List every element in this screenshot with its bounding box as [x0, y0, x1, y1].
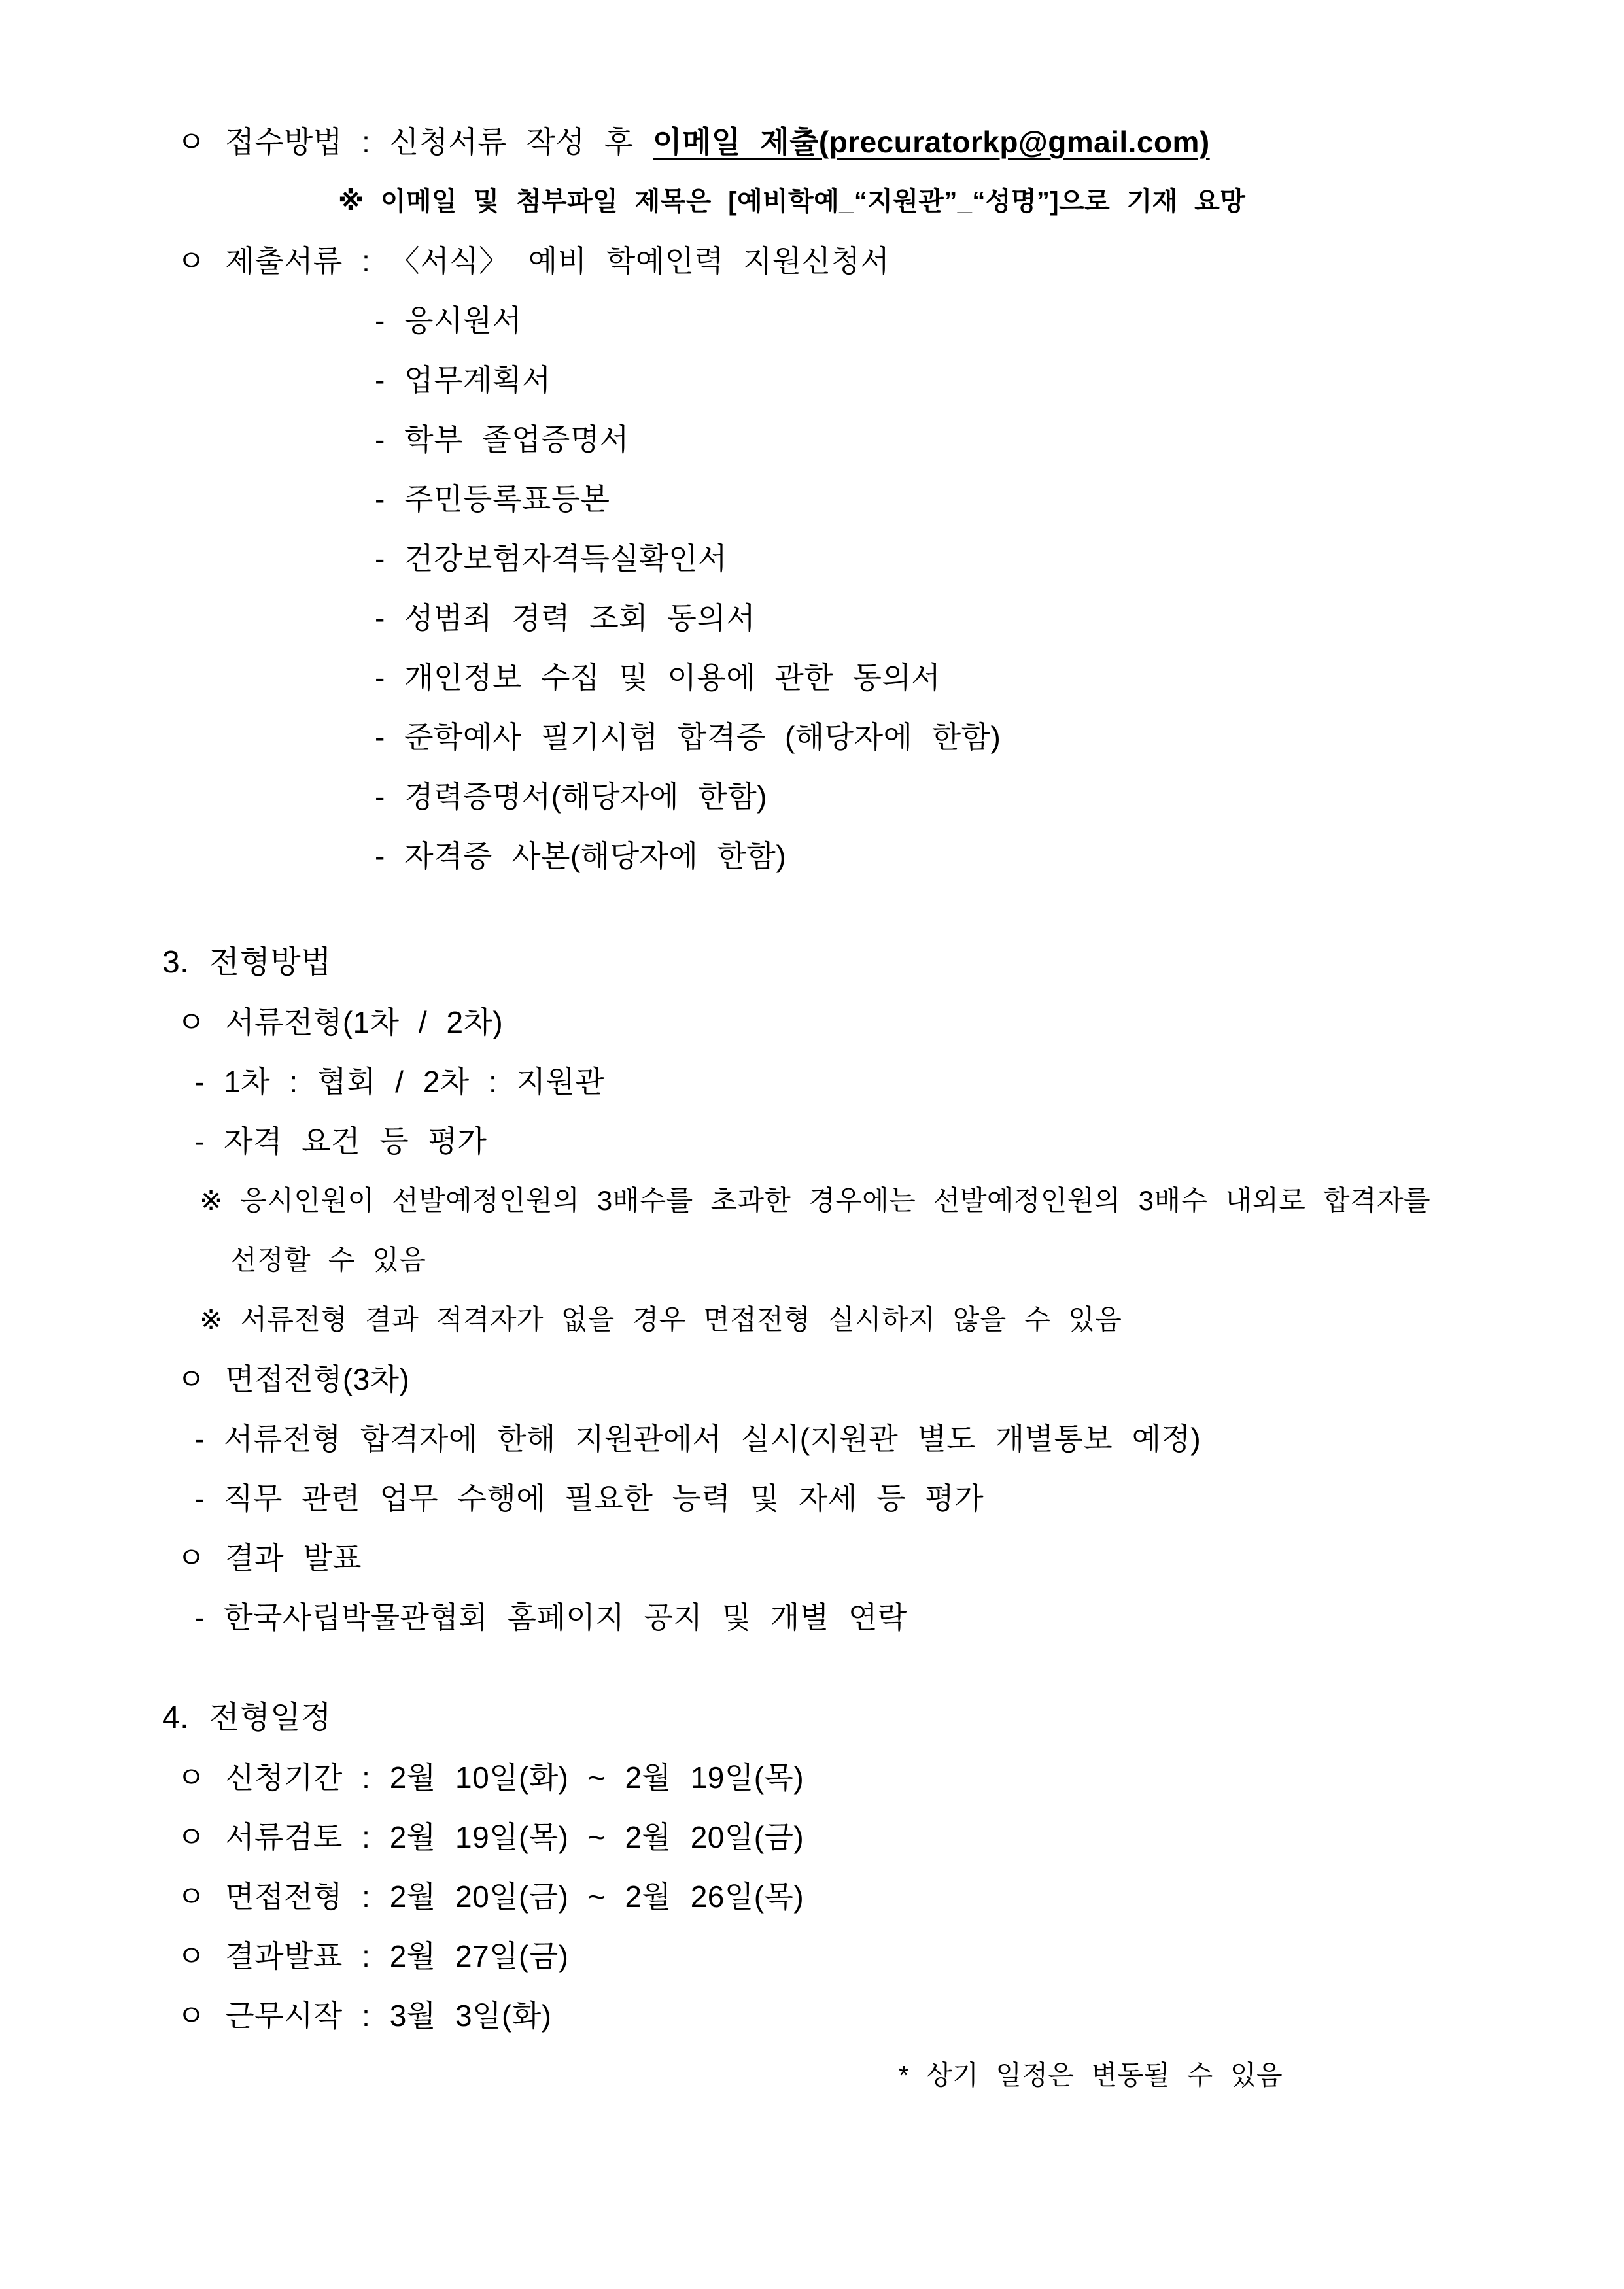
no-candidate-note: ※ 서류전형 결과 적격자가 없을 경우 면접전형 실시하지 않을 수 있음 [199, 1304, 1122, 1335]
section-3-heading: 3. 전형방법 [162, 945, 332, 980]
schedule-item: ㅇ 근무시작 : 3월 3일(화) [177, 1999, 552, 2033]
schedule-item: ㅇ 결과발표 : 2월 27일(금) [177, 1939, 569, 1973]
schedule-item: ㅇ 서류검토 : 2월 19일(목) ~ 2월 20일(금) [177, 1820, 804, 1854]
document-item: - 학부 졸업증명서 [375, 422, 629, 456]
section-gap [0, 1656, 1624, 1697]
result-line: ㅇ 결과 발표 [177, 1541, 362, 1575]
document-item: - 성범죄 경력 조회 동의서 [375, 601, 756, 635]
interview-item: - 서류전형 합격자에 한해 지원관에서 실시(지원관 별도 개별통보 예정) [194, 1422, 1201, 1456]
email-submission-text: 이메일 제출(precuratorkp@gmail.com) [653, 125, 1210, 159]
interview-line: ㅇ 면접전형(3차) [177, 1362, 410, 1396]
schedule-change-footnote: * 상기 일정은 변동될 수 있음 [898, 2060, 1283, 2090]
reception-method-text: ㅇ 접수방법 : 신청서류 작성 후 [177, 125, 653, 159]
document-item: - 주민등록표등본 [375, 482, 610, 516]
schedule-item: ㅇ 면접전형 : 2월 20일(금) ~ 2월 26일(목) [177, 1880, 804, 1914]
submit-documents-line: ㅇ 제출서류 : 〈서식〉 예비 학예인력 지원신청서 [177, 244, 890, 278]
document-item: - 경력증명서(해당자에 한함) [375, 780, 767, 814]
reception-method-line [0, 121, 1624, 181]
doc-screening-item: - 자격 요건 등 평가 [194, 1124, 487, 1158]
doc-screening-line: ㅇ 서류전형(1차 / 2차) [177, 1005, 504, 1039]
overflow-note-line1: ※ 응시인원이 선발예정인원의 3배수를 초과한 경우에는 선발예정인원의 3배수 내외로 합격자를 [199, 1185, 1430, 1216]
doc-screening-item: - 1차 : 협회 / 2차 : 지원관 [194, 1065, 605, 1099]
document-item: - 응시원서 [375, 303, 522, 337]
document-item: - 업무계획서 [375, 363, 551, 397]
overflow-note-line2: 선정할 수 있음 [230, 1245, 426, 1275]
document-item: - 준학예사 필기시험 합격증 (해당자에 한함) [375, 720, 1001, 754]
schedule-item: ㅇ 신청기간 : 2월 10일(화) ~ 2월 19일(목) [177, 1761, 804, 1795]
result-item: - 한국사립박물관협회 홈페이지 공지 및 개별 연락 [194, 1600, 907, 1634]
interview-item: - 직무 관련 업무 수행에 필요한 능력 및 자세 등 평가 [194, 1481, 984, 1515]
document-item: - 개인정보 수집 및 이용에 관한 동의서 [375, 661, 941, 695]
section-4-heading: 4. 전형일정 [162, 1700, 332, 1735]
email-title-note: ※ 이메일 및 첨부파일 제목은 [예비학예_“지원관”_“성명”]으로 기재 요망 [338, 187, 1246, 216]
section-gap [0, 895, 1624, 942]
document-item: - 건강보험자격득실확인서 [375, 542, 727, 576]
document-item: - 자격증 사본(해당자에 한함) [375, 839, 787, 873]
